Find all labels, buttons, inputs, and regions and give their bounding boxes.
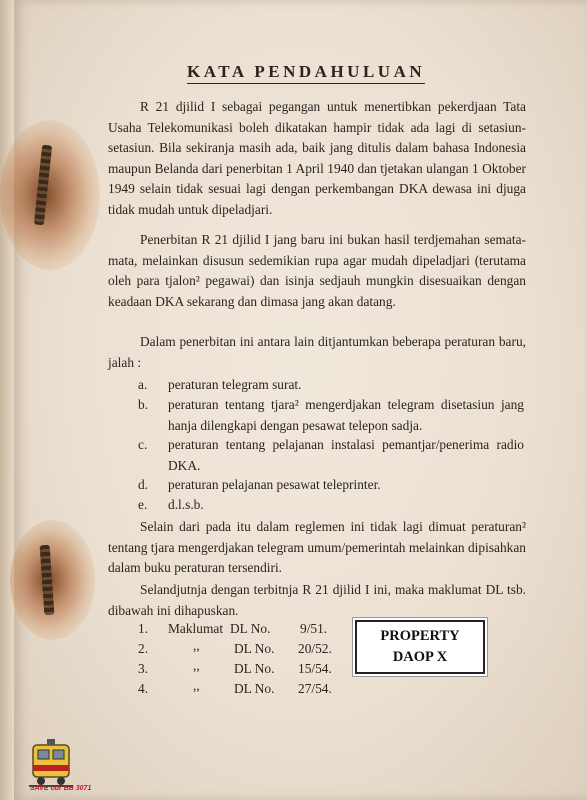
logo-caption: SAVE our BB 3071: [30, 785, 92, 792]
locomotive-logo: [27, 735, 77, 790]
list-item-label: e.: [138, 497, 148, 512]
list-item-label: c.: [138, 437, 148, 452]
stamp-line-2: DAOP X: [392, 649, 448, 665]
list-item-text: d.l.s.b.: [168, 497, 204, 512]
list-item-text: peraturan telegram surat.: [168, 377, 302, 392]
property-stamp: [355, 620, 485, 674]
list-item-label: b.: [138, 397, 149, 412]
list-item-label: d.: [138, 477, 149, 492]
paragraph-2: Penerbitan R 21 djilid I jang baru ini bukan hasil terdjemahan semata-mata, melainkan disusun sedemikian rupa agar mudah dipeladjari (terutama oleh para tjalon² pegawai) dan isinja sedjauh mungkin disesuaikan dengan keadaan DKA sekarang dan dimasa jang akan datang.: [108, 232, 526, 309]
rust-stain-bottom: [10, 520, 95, 640]
maklumat-num: 2.: [138, 641, 149, 656]
rust-stain-top: [0, 120, 100, 270]
maklumat-name: ,,: [193, 638, 200, 653]
maklumat-value: 9/51.: [300, 621, 328, 636]
maklumat-num: 3.: [138, 661, 149, 676]
paragraph-1: R 21 djilid I sebagai pegangan untuk menertibkan pekerdjaan Tata Usaha Telekomunikasi boleh dikatakan hampir tidak ada lagi di setasiun-setasiun. Bila sekiranja masih ada, baik jang ditulis dalam bahasa Indonesia maupun Belanda dari penerbitan 1 April 1940 dan tjetakan ulangan 1 Oktober 1949 selain tidak sesuai lagi dengan perkembangan DKA dewasa ini djuga tidak mudah untuk dipeladjari.: [108, 99, 526, 217]
maklumat-value: 20/52.: [298, 641, 332, 656]
maklumat-name: ,,: [193, 658, 200, 673]
list-item-text: peraturan tentang pelajanan instalasi pemantjar/penerima radio DKA.: [168, 437, 524, 473]
list-item-text: peraturan tentang tjara² mengerdjakan telegram disetasiun jang hanja dilengkapi dengan pesawat telepon sadja.: [168, 397, 524, 433]
maklumat-value: 15/54.: [298, 661, 332, 676]
maklumat-name: ,,: [193, 678, 200, 693]
stamp-line-1: PROPERTY: [380, 628, 460, 644]
paragraph-5: Selandjutnja dengan terbitnja R 21 djilid I ini, maka maklumat DL tsb. dibawah ini dihapuskan.: [108, 582, 526, 618]
list-item-text: peraturan pelajanan pesawat teleprinter.: [168, 477, 381, 492]
maklumat-num: 4.: [138, 681, 149, 696]
list-item-label: a.: [138, 377, 148, 392]
page-edge: [0, 0, 14, 800]
maklumat-dl: DL No.: [234, 641, 275, 656]
maklumat-num: 1.: [138, 621, 149, 636]
maklumat-name: Maklumat: [168, 621, 224, 636]
maklumat-dl: DL No.: [230, 621, 271, 636]
paragraph-4: Selain dari pada itu dalam reglemen ini tidak lagi dimuat peraturan² tentang tjara mengerdjakan telegram umum/pemerintah melainkan dipisahkan dalam buku peraturan tersendiri.: [108, 519, 526, 575]
maklumat-dl: DL No.: [234, 661, 275, 676]
maklumat-dl: DL No.: [234, 681, 275, 696]
page-title: KATA PENDAHULUAN: [187, 62, 425, 84]
maklumat-value: 27/54.: [298, 681, 332, 696]
paragraph-3: Dalam penerbitan ini antara lain ditjantumkan beberapa peraturan baru, jalah :: [108, 334, 526, 370]
